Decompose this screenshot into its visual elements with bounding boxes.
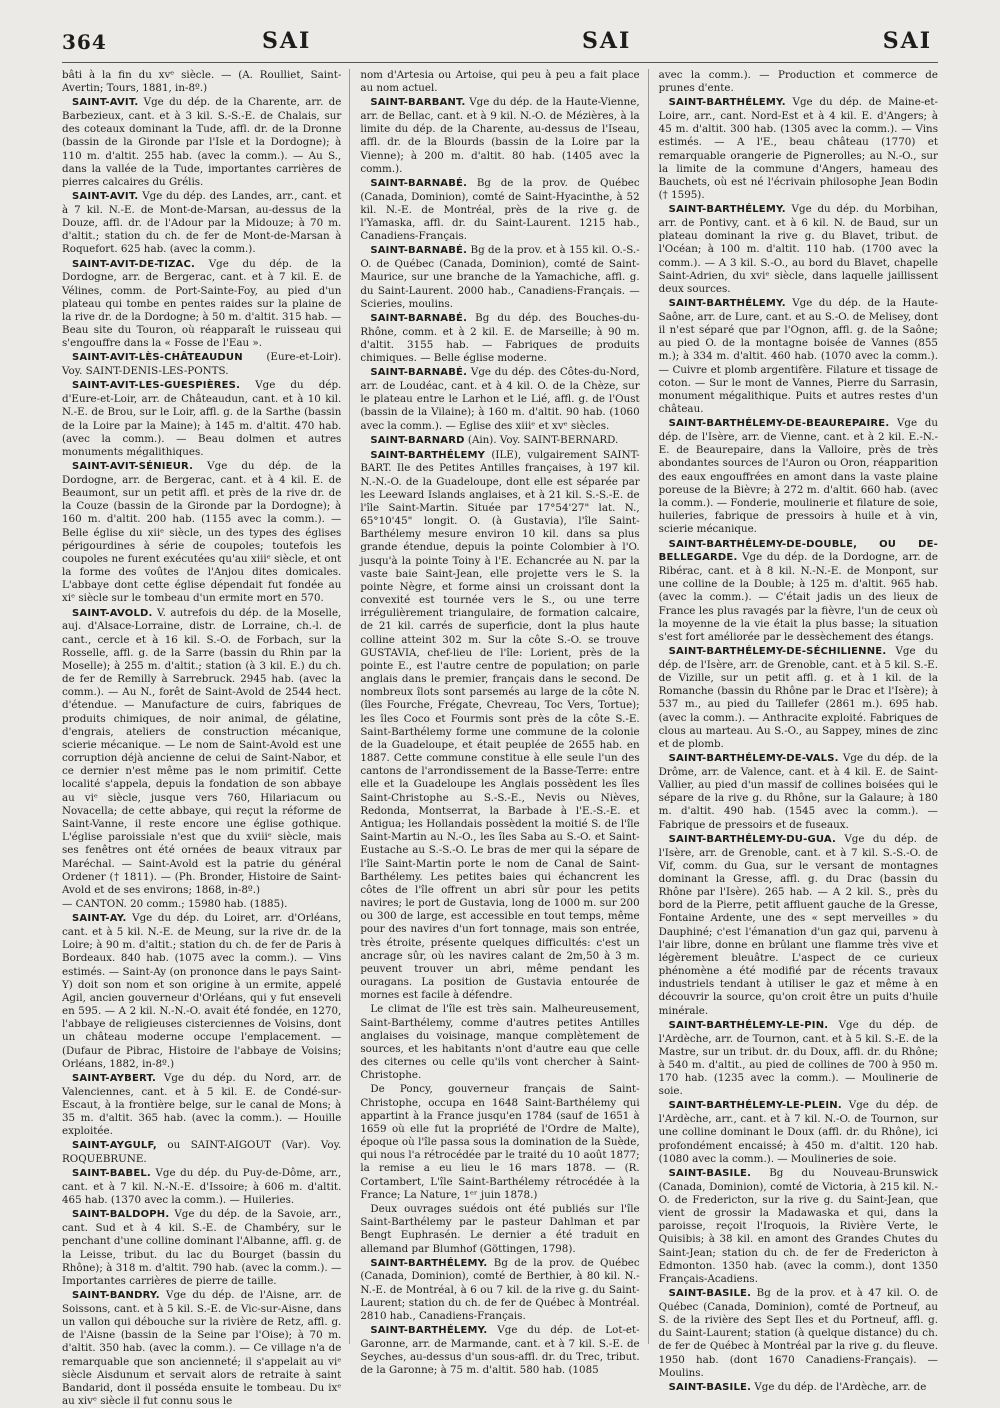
entry-text: Vge du dép. de la Dordogne, arr. de Ribérac, cant. et à 8 kil. N.-N.-E. de Monpont, sur une colline de la Double; à 125 m. d'altit. 965 hab. (avec la comm.). — C'était jadis un des lieux de France les plus ravagés par la fièvre, l'un de ceux où la moyenne de la vie était la plus basse; la situation s'est fort améliorée par le dessèchement des étangs. [658,551,938,643]
dictionary-entry [62,351,341,378]
entry-headword: SAINT-AVIT-LES-GUESPIÈRES. [72,380,241,392]
entry-headword: SAINT-BARTHÉLEMY-LE-PLEIN. [668,1100,842,1112]
dictionary-entry [62,1208,341,1288]
entry-text: Bg du dép. des Bouches-du-Rhône, comm. et à 2 kil. E. de Marseille; à 90 m. d'altit. 3155 hab. — Fabriques de produits chimiques. — Belle église moderne. [360,311,640,365]
dictionary-entry [659,1099,938,1165]
entry-headword: SAINT-BASILE. [668,1167,752,1179]
entry-headword: SAINT-BASILE. [668,1381,752,1393]
entry-text: Vge du dép. de la Haute-Saône, arr. de Lure, cant. et au S.-O. de Melisey, dont il n'est séparé que par l'Ognon, affl. g. de la Saône; au pied O. de la montagne boisée de Vannes (855 m.); à 334 m. d'altit. 460 hab. (1070 avec la comm.). — Cuivre et plomb argentifère. Filature et tissage de coton. — Sur le mont de Vannes, Pierre du Sarrasin, monument mégalithique. Puits et autres restes d'un château. [658,297,938,416]
entry-headword: SAINT-AY. [72,913,127,925]
entry-text: Vge du dép. de l'Isère, arr. de Grenoble, cant. et à 5 kil. S.-E. de Vizille, sur un petit affl. g. et à 1 kil. de la Romanche (bassin du Rhône par le Drac et l'Isère); à 537 m., au pied du Taillefer (2861 m.). 695 hab. (avec la comm.). — Anthracite exploité. Fabriques de clous au marteau. Au S.-O., au Sappey, mines de zinc et de plomb. [658,645,938,750]
dictionary-entry [659,752,938,832]
page-header [62,22,938,63]
dictionary-entry [360,1003,639,1082]
entry-text: Vge du dép. de l'Ardèche, arr. de [754,1380,927,1393]
dictionary-entry [62,96,341,189]
dictionary-entry [62,1167,341,1207]
entry-text: Vge du dép. de l'Isère, arr. de Vienne, cant. et à 2 kil. E.-N.-E. de Beaurepaire, dans la Valloire, près de très abondantes sources de l'Auron ou Oron, réapparition des eaux engouffrées en amont dans la vaste plaine poreuse de la Bièvre; à 272 m. d'altit. 660 hab. (avec la comm.). — Fonderie, moulinerie et filature de soie, huileries, fabrique de pressoirs à huile et à vin, scierie mécanique. [658,417,938,536]
dictionary-entry [62,912,341,1071]
entry-text: ou SAINT-AIGOUT (Var). Voy. ROQUEBRUNE. [62,1139,342,1166]
entry-text: Vge du dép. du Nord, arr. de Valenciennes, cant. et à 5 kil. E. de Condé-sur-Escaut, à la frontière belge, sur le canal de Mons; à 35 m. d'altit. 365 hab. (avec la comm.). — Houille exploitée. [62,1071,342,1138]
entry-headword: SAINT-BARNABÉ. [370,178,468,189]
dictionary-entry [360,69,639,95]
entry-text: Vge du dép. du Loiret, arr. d'Orléans, cant. et à 5 kil. N.-E. de Meung, sur la rive dr. de la Loire; à 90 m. d'altit.; station du ch. de fer de Paris à Bordeaux. 840 hab. (1075 avec la comm.). — Vins estimés. — Saint-Ay (on prononce dans le pays Saint-Y) doit son nom et son origine à un ermite, appelé Agil, ancien gouverneur d'Orléans, qui y fut enseveli en 595. — A 2 kil. N.-N.-O. avait été fondée, en 1270, l'abbaye de religieuses cisterciennes de Voisins, dont un château moderne occupe l'emplacement. — (Dufaur de Pibrac, Histoire de l'abbaye de Voisins; Orléans, 1882, in-8º.) [62,912,342,1070]
entry-headword: SAINT-AVIT-LÈS-CHÂTEAUDUN [72,352,243,364]
dictionary-entry [62,258,341,351]
dictionary-entry [659,203,938,296]
dictionary-entry [62,190,341,256]
entry-text: Vge du dép. du Puy-de-Dôme, arr., cant. et à 7 kil. N.-N.-E. d'Issoire; à 606 m. d'altit. 465 hab. (1370 avec la comm.). — Huileries. [62,1167,342,1207]
entry-headword: SAINT-BABEL. [72,1168,151,1180]
dictionary-entry [360,1257,639,1323]
entry-text: Deux ouvrages suédois ont été publiés sur l'île Saint-Barthélemy par le pasteur Dahlman et par Bengt Euphrasén. Le dernier a été traduit en allemand par Blumhof (Göttingen, 1798). [360,1202,640,1255]
dictionary-entry [360,366,639,432]
entry-text: Bg de la prov. de Québec (Canada, Dominion), comté de Berthier, à 80 kil. N.-N.-E. de Montréal, à 6 ou 7 kil. de la rive g. du Saint-Laurent; station du ch. de fer de Québec à Montréal. 2810 hab., Canadiens-Français. [360,1256,640,1322]
entry-text: Vge du dép. de Maine-et-Loire, arr., cant. Nord-Est et à 4 kil. E. d'Angers; à 45 m. d'altit. 300 hab. (1305 avec la comm.). — Vins estimés. — A l'E., beau château (1770) et remarquable orangerie de Pignerolles; au N.-O., sur la limite de la commune d'Angers, hameau des Bauchets, où est né l'écrivain philosophe Jean Bodin († 1595). [658,96,938,202]
entry-text: Vge du dép. de l'Isère, arr. de Grenoble, cant. et à 7 kil. S.-S.-O. de Vif, comm. du Gua, sur le versant de montagnes dominant la Gresse, affl. g. du Drac (bassin du Rhône par l'Isère). 265 hab. — A 2 kil. S., près du bord de la Pierre, petit affluent gauche de la Gresse, Fontaine Ardente, une des « sept merveilles » du Dauphiné; c'est l'émanation d'un gaz qui, parvenu à l'air libre, donne en brûlant une flamme très vive et légèrement bleuâtre. L'aspect de ce curieux phénomène a été modifié par de récents travaux industriels tendant à utiliser le gaz et même à en découvrir la source, qu'on croit être un puits d'huile minérale. [658,832,938,1017]
dictionary-entry [659,645,938,751]
dictionary-entry [62,1139,341,1166]
entry-headword: SAINT-BARTHÉLEMY [370,449,486,461]
dictionary-entry [62,898,341,911]
entry-headword: SAINT-BARBANT. [370,97,466,109]
dictionary-entry [62,69,341,95]
dictionary-entry [62,460,341,606]
entry-text: Bg de la prov. et à 47 kil. O. de Québec (Canada, Dominion), comté de Portneuf, au S. de la rivière des Sept Iles et du Portneuf, affl. g. du Saint-Laurent; station (à quelque distance) du ch. de fer de Québec à Montréal par la rive g. du fleuve. 1950 hab. (dont 1670 Canadiens-Français). — Moulins. [658,1287,938,1379]
entry-headword: SAINT-BARTHÉLEMY-DE-VALS. [668,753,839,765]
dictionary-entry [360,312,639,365]
entry-text: Vge du dép. de la Drôme, arr. de Valence, cant. et à 4 kil. E. de Saint-Vallier, au pied d'un massif de collines boisées qui le sépare de la rive g. du Rhône, sur la Galaure; à 180 m. d'altit. 490 hab. (1545 avec la comm.). — Fabrique de pressoirs et de fuseaux. [658,752,938,831]
entry-text: Vge du dép. de la Charente, arr. de Barbezieux, cant. et à 3 kil. S.-S.-E. de Chalais, sur des coteaux dominant la Tude, affl. dr. de la Dronne (bassin de la Gironde par l'Isle et la Dordogne); à 110 m. d'altit. 255 hab. (avec la comm.). — Au S., dans la vallée de la Tude, importantes carrières de pierres calcaires du Grélis. [62,96,342,188]
entry-headword: SAINT-AVOLD. [72,607,153,619]
dictionary-entry [360,449,639,1003]
dictionary-entry [360,434,639,448]
entry-headword: SAINT-AVIT-SÉNIEUR. [72,461,194,473]
page-number: 364 [62,30,107,54]
dictionary-entry [659,1019,938,1099]
entry-text: Vge du dép. de l'Ardèche, arr. de Tournon, cant. et à 5 kil. S.-E. de la Mastre, sur un tribut. dr. du Doux, affl. dr. du Rhône; à 540 m. d'altit., au pied de collines de 700 à 950 m. 170 hab. (1235 avec la comm.). — Moulinerie de soie. [658,1018,938,1098]
entry-headword: SAINT-BARTHÉLEMY-DE-BEAUREPAIRE. [668,418,890,430]
entry-headword: SAINT-BASILE. [668,1288,752,1300]
entry-text: Vge du dép. de la Haute-Vienne, arr. de Bellac, cant. et à 9 kil. N.-O. de Mézières, à la limite du dép. de la Charente, au-dessus de l'Iseau, affl. dr. de la Blourds (bassin de la Loire par la Vienne); à 200 m. d'altit. 80 hab. (1405 avec la comm.). [360,96,640,175]
entry-text: Vge du dép. de Lot-et-Garonne, arr. de Marmande, cant. et à 7 kil. S.-E. de Seyches, au-dessus d'un sous-affl. dr. du Trec, tribut. de la Garonne; à 75 m. d'altit. 580 hab. (1085 [360,1324,640,1377]
column-right [658,69,938,1393]
entry-text: Bg de la prov. et à 155 kil. O.-S.-O. de Québec (Canada, Dominion), comté de Saint-Maurice, sur une branche de la Yamachiche, affl. g. du Saint-Laurent. 2000 hab., Canadiens-Français. — Scieries, moulins. [360,244,640,310]
running-head-left: SAI [262,28,312,54]
entry-text: — CANTON. 20 comm.; 15980 hab. (1885). [62,898,288,911]
dictionary-entry [360,1324,639,1377]
dictionary-entry [659,69,938,95]
dictionary-entry [360,1083,639,1202]
entry-text: Vge du dép. de l'Ardèche, arr., cant. et à 7 kil. N.-O. de Tournon, sur une colline dominant le Doux (affl. dr. du Rhône), ici profondément encaissé; à 450 m. d'altit. 120 hab. (1080 avec la comm.). — Moulineries de soie. [658,1099,938,1165]
entry-text: bâti à la fin du xvᵉ siècle. — (A. Roulliet, Saint-Avertin; Tours, 1881, in-8º.) [62,69,342,95]
entry-text: Vge du dép. d'Eure-et-Loir, arr. de Châteaudun, cant. et à 10 kil. N.-E. de Brou, sur le Loir, affl. g. de la Sarthe (bassin de la Loire par la Maine); à 145 m. d'altit. 470 hab. (avec la comm.). — Beau dolmen et autres monuments mégalithiques. [62,379,342,458]
entry-text: (Eure-et-Loir). Voy. SAINT-DENIS-LES-PONTS. [62,351,342,378]
dictionary-entry [62,1072,341,1138]
entry-headword: SAINT-AVIT. [72,97,139,109]
dictionary-entry [62,607,341,897]
entry-text: Vge du dép. de la Dordogne, arr. de Bergerac, cant. et à 7 kil. E. de Vélines, comm. de Port-Sainte-Foy, au pied d'un plateau qui tombe en pentes raides sur la plaine de la rive dr. de la Dordogne; à 50 m. d'altit. 315 hab. — Beau site du Touron, où réapparaît le ruisseau qui s'engouffre dans la « Fosse de l'Eau ». [62,257,342,350]
entry-headword: SAINT-AYGULF, [72,1140,157,1152]
dictionary-entry [659,1287,938,1380]
entry-text: Vge du dép. du Morbihan, arr. de Pontivy, cant. et à 6 kil. N. de Baud, sur un plateau dominant la rive g. du Blavet, tribut. de l'Océan; à 100 m. d'altit. 110 hab. (1700 avec la comm.). — A 3 kil. S.-O., au bord du Blavet, chapelle Saint-Adrien, du xviᵉ siècle, dans laquelle jaillissent deux sources. [658,203,938,295]
entry-text: De Poncy, gouverneur français de Saint-Christophe, occupa en 1648 Saint-Barthélemy qui appartint à la France jusqu'en 1784 (sauf de 1651 à 1659 où elle fut la propriété de l'Ordre de Malte), époque où l'île passa sous la domination de la Suède, qui nous l'a rétrocédée par le traité du 10 août 1877; la remise a eu lieu le 16 mars 1878. — (R. Cortambert, L'île Saint-Barthélemy rétrocédée à la France; La Nature, 1ᵉʳ juin 1878.) [360,1083,640,1201]
dictionary-entry [62,379,341,459]
dictionary-entry [62,1289,341,1408]
entry-headword: SAINT-BARTHÉLEMY. [370,1257,488,1269]
entry-headword: SAINT-BARNABÉ. [370,312,468,324]
entry-text: Vge du dép. de la Savoie, arr., cant. Sud et à 4 kil. S.-E. de Chambéry, sur le penchant d'une colline dominant l'Albanne, affl. g. de la Leisse, tribut. du lac du Bourget (bassin du Rhône); à 318 m. d'altit. 790 hab. (avec la comm.). — Importantes carrières de pierre de taille. [62,1208,342,1287]
dictionary-entry [360,1203,639,1256]
entry-text: avec la comm.). — Production et commerce de prunes d'ente. [658,69,938,95]
dictionary-entry [360,177,639,243]
entry-headword: SAINT-BANDRY. [72,1290,160,1302]
entry-text: Vge du dép. de la Dordogne, arr. de Bergerac, cant. et à 4 kil. E. de Beaumont, sur un petit affl. et près de la rive dr. de la Couze (bassin de la Gironde par la Dordogne); à 160 m. d'altit. 200 hab. (1155 avec la comm.). — Belle église du xiiᵉ siècle, un des types des églises périgourdines à série de coupoles; toutefois les coupoles ne furent exécutées qu'au xiiiᵉ siècle, et ont la forme des voûtes de l'Anjou dites domicales. L'abbaye dont cette église dépendait fut fondée au xiᵉ siècle sur le tombeau d'un ermite mort en 570. [62,460,342,605]
dictionary-entry [360,244,639,310]
text-columns [62,69,938,1408]
dictionary-entry [659,1381,938,1395]
dictionary-entry [659,1167,938,1286]
entry-text: Bg du Nouveau-Brunswick (Canada, Dominion), comté de Victoria, à 215 kil. N.-O. de Fredericton, sur la rive g. du Saint-Jean, que vient de grossir la Madawaska et qui, dans la paroisse, reçoit l'Iroquois, la Rivière Verte, le Quisibis; à 38 kil. en amont des Grandes Chutes du Saint-Jean; station du ch. de fer de Fredericton à Edmonton. 1350 hab. (avec la comm.), dont 1350 Français-Acadiens. [658,1166,938,1285]
entry-headword: SAINT-BARTHÉLEMY. [668,204,786,216]
entry-headword: SAINT-AYBERT. [72,1072,156,1084]
dictionary-entry [360,96,639,176]
entry-headword: SAINT-AVIT-DE-TIZAC. [72,258,196,270]
dictionary-entry [659,297,938,416]
entry-text: (Ain). Voy. SAINT-BERNARD. [467,433,619,446]
dictionary-entry [659,833,938,1018]
entry-headword: SAINT-BARNABÉ. [370,245,468,257]
entry-headword: SAINT-BALDOPH. [72,1209,170,1221]
entry-headword: SAINT-BARTHÉLEMY-DE-SÉCHILIENNE. [668,646,887,658]
entry-text: (ILE), vulgairement SAINT-BART. Ile des Petites Antilles françaises, à 197 kil. N.-N.-O. de la Guadeloupe, dont elle est séparée par les Leeward Islands anglaises, et à 21 kil. S.-S.-E. de l'île Saint-Martin. Située par 17°54'27" lat. N., 65°10'45" longit. O. (à Gustavia), l'île Saint-Barthélemy mesure environ 10 kil. dans sa plus grande étendue, depuis la pointe Colombier à l'O. jusqu'à la pointe Toiny à l'E. Echancrée au N. par la vaste baie Saint-Jean, elle projette vers le S. la pointe Nègre, et forme ainsi un croissant dont la convexité est tournée vers le S., ou une terre irrégulièrement triangulaire, de formation calcaire, de 21 kil. carrés de superficie, dont la plus haute colline atteint 302 m. Sur la côte S.-O. se trouve GUSTAVIA, chef-lieu de l'île: Lorient, près de la pointe E., est l'autre centre de population; on parle anglais dans le premier, français dans le second. De nombreux îlots sont parsemés au large de la côte N. (îles Fourche, Frégate, Chevreau, Toc Vers, Tortue); les îles Coco et Fourmis sont près de la côte S.-E. Saint-Barthélemy forme une commune de la colonie de la Guadeloupe, et était peuplée de 2655 hab. en 1887. Cette commune constitue à elle seule l'un des cantons de l'arrondissement de la Basse-Terre: entre elle et la Guadeloupe les Anglais possèdent les îles Saint-Christophe au S.-S.-E., Nevis ou Nièves, Redonda, Montserrat, la Barbade à l'E.-S.-E. et Antigua; les Hollandais possèdent la moitié S. de l'île Saint-Martin au N.-O., les îles Saba au S.-O. et Saint-Eustache au S.-S.-O. Le bras de mer qui la sépare de l'île Saint-Martin porte le nom de Canal de Saint-Barthélemy. Les petites baies qui échancrent les côtes de l'île offrent un abri sûr pour les petits navires; le port de Gustavia, long de 1000 m. sur 200 ou 300 de large, est accessible en tout temps, même pour des navires d'un fort tonnage, mais son entrée, très étroite, présente quelques difficultés: c'est un ancrage sûr, où les navires calant de 2m,50 à 3 m. peuvent trouver un abri, même pendant les ouragans. La position de Gustavia entourée de mornes est facile à défendre. [360,448,640,1002]
entry-headword: SAINT-BARTHÉLEMY. [370,1325,488,1337]
entry-headword: SAINT-BARTHÉLEMY-LE-PIN. [668,1019,829,1031]
column-left [62,69,350,1408]
column-middle [360,69,648,1377]
entry-headword: SAINT-BARTHÉLEMY. [668,97,786,109]
entry-text: Vge du dép. des Landes, arr., cant. et à 7 kil. N.-E. de Mont-de-Marsan, au-dessus de la Douze, affl. dr. de l'Adour par la Midouze; à 70 m. d'altit.; station du ch. de fer de Mont-de-Marsan à Roquefort. 625 hab. (avec la comm.). [62,190,342,256]
entry-text: V. autrefois du dép. de la Moselle, auj. d'Alsace-Lorraine, distr. de Lorraine, ch.-l. de cant., cercle et à 16 kil. S.-O. de Forbach, sur la Rosselle, affl. g. de la Sarre (bassin du Rhin par la Moselle); à 255 m. d'altit.; station (à 3 kil. E.) du ch. de fer de Remilly à Sarrebruck. 2945 hab. (avec la comm.). — Au N., forêt de Saint-Avold de 2544 hect. d'étendue. — Manufacture de cuirs, fabriques de produits chimiques, de noir animal, de gélatine, d'engrais, ateliers de construction mécanique, scierie mécanique. — Le nom de Saint-Avold est une corruption déjà ancienne de celui de Saint-Nabor, et ce dernier n'est même pas le nom primitif. Cette localité s'appela, depuis la fondation de son abbaye au viᵉ siècle, jusque vers 760, Hilariacum ou Novacella; de cette abbaye, qui reçut la réforme de Saint-Vanne, il reste encore une église gothique. L'église paroissiale n'est que du xviiiᵉ siècle, mais ses fenêtres ont été ornées de beaux vitraux par Maréchal. — Saint-Avold est la patrie du général Ordener († 1811). — (Ph. Bronder, Histoire de Saint-Avold et de ses environs; 1868, in-8º.) [62,606,342,896]
entry-headword: SAINT-BARTHÉLEMY. [668,298,786,310]
entry-headword: SAINT-BARNABÉ. [370,367,468,379]
dictionary-entry [659,417,938,536]
entry-headword: SAINT-BARNARD [370,434,465,446]
entry-headword: SAINT-BARTHÉLEMY-DU-GUA. [668,833,837,845]
dictionary-entry [659,538,938,645]
entry-text: Vge du dép. de l'Aisne, arr. de Soissons, cant. et à 5 kil. S.-E. de Vic-sur-Aisne, dans un vallon qui débouche sur la rivière de Retz, affl. g. de l'Aisne (bassin de la Seine par l'Oise); à 70 m. d'altit. 350 hab. (avec la comm.). — Ce village n'a de remarquable que son ancienneté; il s'appelait au viᵉ siècle Aisdunum et servait alors de retraite à saint Bandarid, dont il posséda ensuite le tombeau. Du ixᵉ au xivᵉ siècle il fut connu sous le [62,1289,342,1408]
entry-headword: SAINT-AVIT. [72,191,139,203]
entry-text: nom d'Artesia ou Artoise, qui peu à peu a fait place au nom actuel. [360,69,640,95]
entry-text: Le climat de l'île est très sain. Malheureusement, Saint-Barthélemy, comme d'autres petites Antilles anglaises du voisinage, manque complètement de sources, et les habitants n'ont d'autre eau que celle des citernes ou celle qu'ils vont chercher à Saint-Christophe. [360,1003,640,1082]
dictionary-entry [659,96,938,202]
running-head-center: SAI [582,28,632,54]
entry-text: Bg de la prov. de Québec (Canada, Dominion), comté de Saint-Hyacinthe, à 52 kil. N.-E. de Montréal, près de la rive g. de l'Yamaska, affl. dr. du Saint-Laurent. 1215 hab., Canadiens-Français. [360,177,640,243]
entry-headword: SAINT-BARTHÉLEMY-DE-DOUBLE, OU DE-BELLEGARDE. [658,538,938,564]
entry-text: Vge du dép. des Côtes-du-Nord, arr. de Loudéac, cant. et à 4 kil. O. de la Chèze, sur le plateau entre le Larhon et le Lié, affl. g. de l'Oust (bassin de la Vilaine); à 160 m. d'altit. 90 hab. (1060 avec la comm.). — Eglise des xiiiᵉ et xvᵉ siècles. [360,366,640,432]
running-head-right: SAI [882,28,932,54]
